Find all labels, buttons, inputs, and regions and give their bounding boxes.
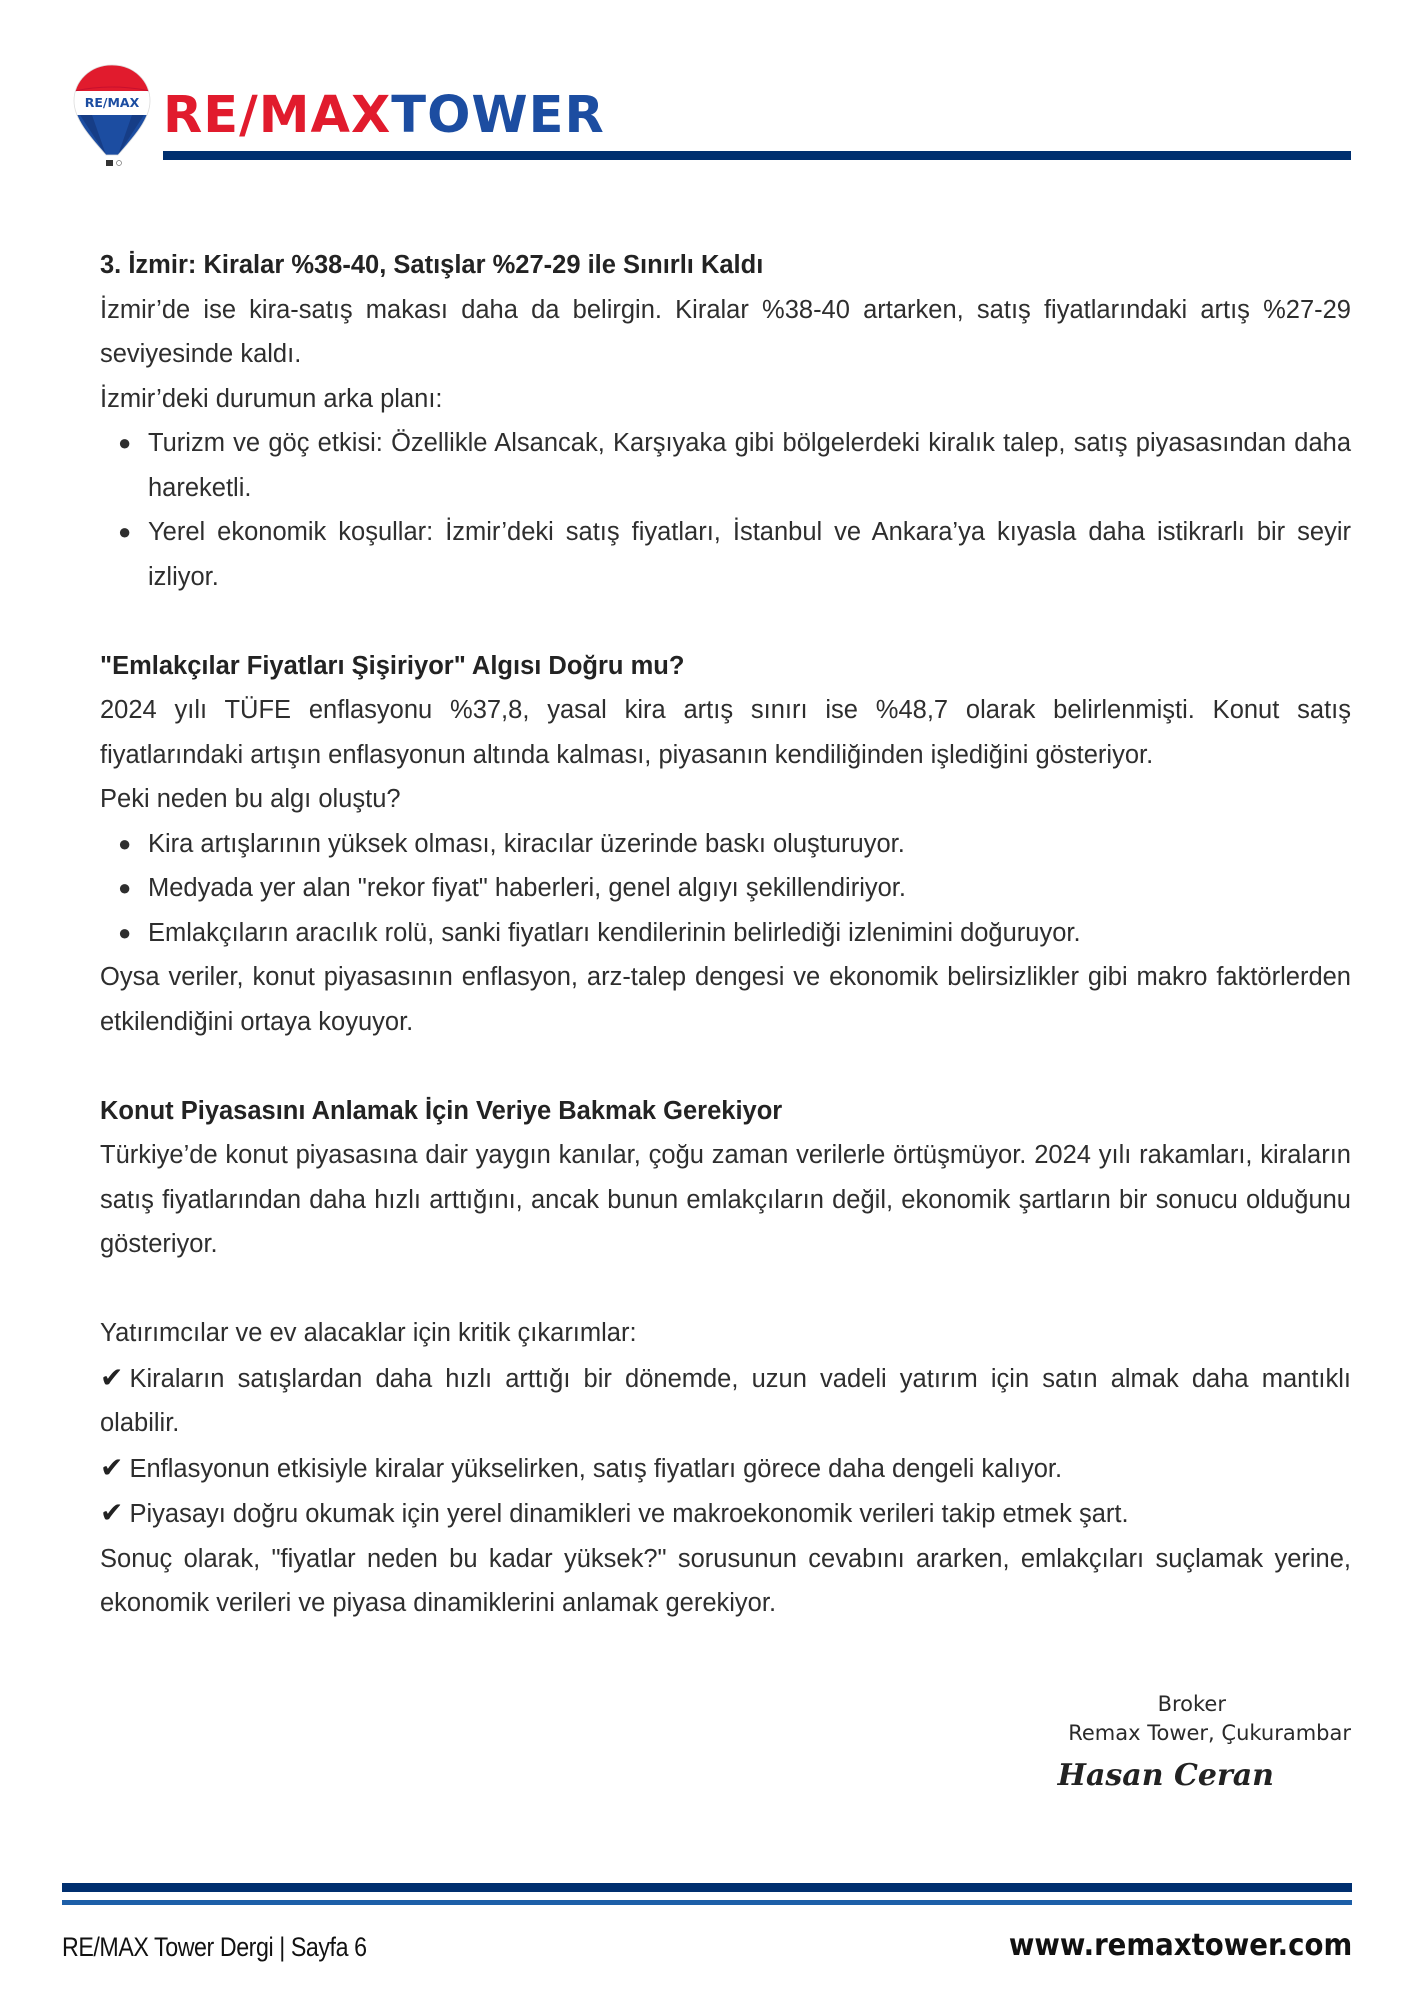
author-office: Remax Tower, Çukurambar: [1068, 1721, 1351, 1745]
section-heading: "Emlakçılar Fiyatları Şişiriyor" Algısı Doğru mu?: [100, 651, 685, 680]
list-item: [118, 822, 1351, 867]
section-heading: Konut Piyasasını Anlamak İçin Veriye Bakmak Gerekiyor: [100, 1096, 783, 1125]
section-takeaways: [100, 1311, 1351, 1626]
paragraph: İzmir’deki durumun arka planı:: [100, 384, 443, 413]
section-izmir: [100, 243, 1351, 599]
bullet-list: [100, 822, 1351, 956]
list-item: [118, 911, 1351, 956]
article-body: [100, 243, 1351, 1626]
balloon-text: RE/MAX: [84, 95, 140, 110]
website-link[interactable]: www.remaxtower.com: [1008, 1928, 1352, 1963]
footer-divider-thin: [62, 1900, 1352, 1905]
paragraph: 2024 yılı TÜFE enflasyonu %37,8, yasal kira artış sınırı ise %48,7 olarak belirlenmişti. Konut satış fiyatlarındaki artışın enflasyonun altında kalması, piyasanın kendiliğinden işlediğini gösteriyor.: [100, 696, 1351, 769]
checkmark-icon: ✔: [100, 1451, 124, 1483]
author-name: Hasan Ceran: [1057, 1758, 1274, 1793]
section-perception: [100, 644, 1351, 1045]
bullet-icon: ●: [118, 830, 132, 856]
list-item: [118, 866, 1351, 911]
paragraph: İzmir’de ise kira-satış makası daha da belirgin. Kiralar %38-40 artarken, satış fiyatlarındaki artış %27-29 seviyesinde kaldı.: [100, 295, 1351, 368]
paragraph: Oysa veriler, konut piyasasının enflasyon, arz-talep dengesi ve ekonomik belirsizlikler gibi makro faktörlerden etkilendiğini ortaya koyuyor.: [100, 963, 1351, 1036]
conclusion-paragraph: Sonuç olarak, "fiyatlar neden bu kadar yüksek?" sorusunun cevabını ararken, emlakçıları suçlamak yerine, ekonomik verileri ve piyasa dinamiklerini anlamak gerekiyor.: [100, 1544, 1351, 1617]
list-item: [118, 421, 1351, 510]
paragraph: Peki neden bu algı oluştu?: [100, 785, 401, 813]
remax-tower-wordmark: [163, 86, 605, 146]
spacer: [100, 599, 1351, 644]
takeaway-text: Piyasayı doğru okumak için yerel dinamikleri ve makroekonomik verileri takip etmek şart.: [129, 1500, 1129, 1528]
paragraph: Türkiye’de konut piyasasına dair yaygın kanılar, çoğu zaman verilerle örtüşmüyor. 2024 yılı rakamları, kiraların satış fiyatlarından daha hızlı arttığını, ancak bunun emlakçıların değil, ekonomik şartların bir sonucu olduğunu gösteriyor.: [100, 1141, 1351, 1258]
takeaway-item: [100, 1491, 1351, 1537]
header-divider: [163, 151, 1351, 160]
footer-divider-thick: [62, 1883, 1352, 1892]
list-item-text: Kira artışlarının yüksek olması, kiracılar üzerinde baskı oluşturuyor.: [148, 829, 905, 858]
page-header: [0, 0, 1414, 200]
takeaway-text: Enflasyonun etkisiyle kiralar yükselirken, satış fiyatları görece daha dengeli kalıyor.: [129, 1454, 1063, 1483]
checkmark-icon: ✔: [100, 1361, 124, 1393]
takeaway-text: Kiraların satışlardan daha hızlı arttığı bir dönemde, uzun vadeli yatırım için satın almak daha mantıklı olabilir.: [100, 1364, 1351, 1437]
bullet-icon: ●: [118, 430, 132, 455]
takeaway-item: [100, 1446, 1351, 1492]
wordmark-tower: TOWER: [391, 86, 605, 145]
list-item-text: Yerel ekonomik koşullar: İzmir’deki satış fiyatları, İstanbul ve Ankara’ya kıyasla daha istikrarlı bir seyir izliyor.: [148, 518, 1351, 591]
section-heading: 3. İzmir: Kiralar %38-40, Satışlar %27-29 ile Sınırlı Kaldı: [100, 251, 764, 279]
author-role: Broker: [1157, 1692, 1226, 1716]
publication-page-label: RE/MAX Tower Dergi | Sayfa 6: [62, 1932, 367, 1962]
wordmark-remax: RE/MAX: [163, 86, 392, 145]
author-signature: [951, 1690, 1351, 1798]
checkmark-icon: ✔: [100, 1497, 124, 1528]
list-item-text: Medyada yer alan "rekor fiyat" haberleri, genel algıyı şekillendiriyor.: [148, 874, 906, 902]
list-item: [118, 510, 1351, 599]
list-item-text: Emlakçıların aracılık rolü, sanki fiyatları kendilerinin belirlediği izlenimini doğuruyor.: [148, 918, 1081, 947]
list-item-text: Turizm ve göç etkisi: Özellikle Alsancak, Karşıyaka gibi bölgelerdeki kiralık talep, satış piyasasından daha hareketli.: [148, 429, 1351, 502]
takeaway-item: [100, 1356, 1351, 1446]
section-data: [100, 1089, 1351, 1267]
takeaways-intro: Yatırımcılar ve ev alacaklar için kritik çıkarımlar:: [100, 1319, 637, 1347]
bullet-icon: ●: [118, 919, 132, 945]
remax-balloon-logo-icon: [72, 63, 152, 173]
bullet-icon: ●: [118, 875, 132, 900]
bullet-icon: ●: [118, 519, 132, 544]
spacer: [100, 1267, 1351, 1312]
spacer: [100, 1044, 1351, 1089]
bullet-list: [100, 421, 1351, 599]
